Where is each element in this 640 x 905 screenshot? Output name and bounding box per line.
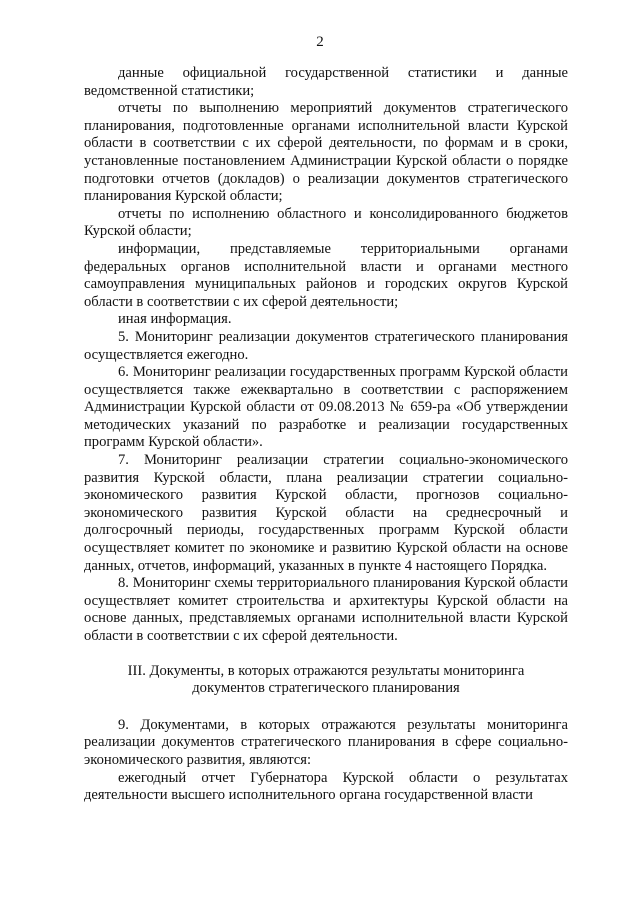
section-heading <box>84 663 568 698</box>
paragraph: 6. Мониторинг реализации государственных программ Курской области осуществляется также ежеквартально в соответствии с распоряжением Администрации Курской области от 09.08.2013 № 659-ра «Об утверждении методических указаний по разработке и реализации государственных программ Курской области». <box>84 364 568 451</box>
page-number: 2 <box>316 34 324 50</box>
paragraph: 8. Мониторинг схемы территориального планирования Курской области осуществляет комитет строительства и архитектуры Курской области на основе данных, представляемых органами исполнительной власти Курской области в соответствии с их сферой деятельности. <box>84 575 568 644</box>
paragraph: ежегодный отчет Губернатора Курской области о результатах деятельности высшего исполнительного органа государственной власти <box>84 769 568 804</box>
paragraph: отчеты по исполнению областного и консолидированного бюджетов Курской области; <box>84 205 568 240</box>
paragraph: 5. Мониторинг реализации документов стратегического планирования осуществляется ежегодно. <box>84 328 568 363</box>
section-heading-line: документов стратегического планирования <box>192 680 460 697</box>
section-heading-line: III. Документы, в которых отражаются результаты мониторинга <box>127 662 525 679</box>
paragraph: 9. Документами, в которых отражаются результаты мониторинга реализации документов стратегического планирования в сфере социально-экономического развития, являются: <box>84 716 568 768</box>
paragraph: 7. Мониторинг реализации стратегии социально-экономического развития Курской области, плана реализации стратегии социально-экономического развития Курской области, прогнозов социально-экономического развития Курской области на среднесрочный и долгосрочный периоды, государственных программ Курской области осуществляет комитет по экономике и развитию Курской области на основе данных, отчетов, информаций, указанных в пункте 4 настоящего Порядка. <box>84 452 568 574</box>
document-body <box>84 65 568 805</box>
paragraph: отчеты по выполнению мероприятий документов стратегического планирования, подготовленные органами исполнительной власти Курской области в соответствии с их сферой деятельности, по формам и в сроки, установленные постановлением Администрации Курской области о порядке подготовки отчетов (докладов) о реализации документов стратегического планирования Курской области; <box>84 100 568 205</box>
paragraph: информации, представляемые территориальными органами федеральных органов исполнительной власти и органами местного самоуправления муниципальных районов и городских округов Курской области в соответствии с их сферой деятельности; <box>84 240 568 310</box>
paragraph: данные официальной государственной статистики и данные ведомственной статистики; <box>84 65 568 99</box>
paragraph: иная информация. <box>118 311 232 328</box>
